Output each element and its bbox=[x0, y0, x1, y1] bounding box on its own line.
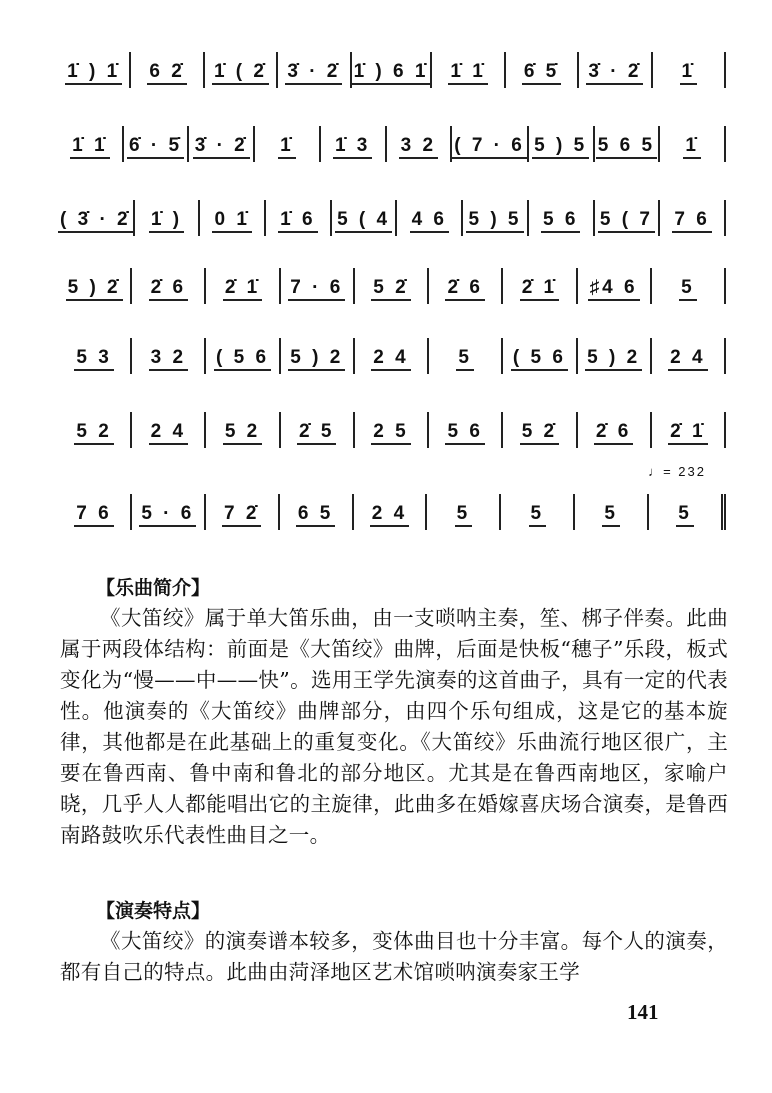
measure bbox=[578, 268, 652, 304]
measure bbox=[649, 494, 726, 530]
music-score bbox=[58, 52, 726, 568]
measure-notes: 1̇ 1̇ bbox=[448, 61, 487, 85]
measure bbox=[131, 52, 204, 88]
measure-notes: 5 2̇ bbox=[371, 277, 410, 301]
measure bbox=[352, 52, 433, 88]
measure-notes: 0 1̇ bbox=[212, 209, 251, 233]
performance-paragraph: 《大笛绞》的演奏谱本较多，变体曲目也十分丰富。每个人的演奏，都有自己的特点。此曲由菏泽地区艺术馆唢呐演奏家王学 bbox=[60, 929, 728, 984]
section-heading-performance: 【演奏特点】 bbox=[96, 900, 211, 922]
measure-notes: ( 3̇ · 2̇ bbox=[58, 209, 133, 233]
measure bbox=[205, 52, 278, 88]
measure-notes: 5 ) 2̇ bbox=[66, 277, 123, 301]
measure-notes: 7 2̇ bbox=[222, 503, 261, 527]
measure-notes: 1̇ ( 2̇ bbox=[212, 61, 269, 85]
measure-notes: 2 5 bbox=[371, 421, 410, 445]
measure bbox=[58, 494, 132, 530]
measure bbox=[278, 52, 351, 88]
measure bbox=[132, 494, 206, 530]
measure-notes: 2̇ 6 bbox=[445, 277, 484, 301]
measure-notes: 1̇ bbox=[680, 61, 698, 85]
measure bbox=[653, 52, 726, 88]
measure bbox=[280, 494, 354, 530]
measure bbox=[429, 338, 503, 374]
measure-notes: 2̇ 6 bbox=[149, 277, 188, 301]
measure bbox=[578, 338, 652, 374]
measure-notes: 5 6 bbox=[445, 421, 484, 445]
tempo-marking: ♩= 232 bbox=[648, 464, 706, 479]
measure bbox=[281, 268, 355, 304]
measure bbox=[660, 200, 726, 236]
measure-notes: 5 bbox=[676, 503, 694, 527]
measure-notes: 5 ) 2 bbox=[288, 347, 345, 371]
measure-notes: 7 6 bbox=[672, 209, 711, 233]
measure-notes: 4 6 bbox=[410, 209, 449, 233]
measure bbox=[575, 494, 649, 530]
measure bbox=[132, 412, 206, 448]
measure bbox=[503, 412, 577, 448]
measure-notes: 7 · 6 bbox=[288, 277, 345, 301]
measure bbox=[200, 200, 266, 236]
measure-notes: 2̇ 6 bbox=[594, 421, 633, 445]
measure bbox=[58, 52, 131, 88]
measure-notes: 1̇ 1̇ bbox=[70, 135, 109, 159]
measure-notes: 2 4 bbox=[371, 347, 410, 371]
measure-notes: 6̇ · 5̇ bbox=[127, 135, 184, 159]
measure-notes: 5 2 bbox=[223, 421, 262, 445]
measure bbox=[452, 126, 529, 162]
measure-notes: 5 bbox=[602, 503, 620, 527]
measure bbox=[660, 126, 726, 162]
score-line bbox=[58, 200, 726, 236]
measure-notes: 1̇ 6 bbox=[278, 209, 317, 233]
measure bbox=[266, 200, 332, 236]
measure-notes: 5 2̇ bbox=[520, 421, 559, 445]
measure bbox=[652, 268, 726, 304]
measure bbox=[429, 268, 503, 304]
section-heading-introduction: 【乐曲简介】 bbox=[96, 577, 211, 599]
measure-notes: 5 bbox=[455, 503, 473, 527]
measure-notes: 5 ( 4 bbox=[335, 209, 392, 233]
measure bbox=[427, 494, 501, 530]
measure bbox=[652, 338, 726, 374]
measure bbox=[206, 338, 280, 374]
measure bbox=[578, 412, 652, 448]
measure-notes: 5 6 5 bbox=[596, 135, 657, 159]
measure bbox=[354, 494, 428, 530]
measure bbox=[332, 200, 398, 236]
measure-notes: 5 6 bbox=[541, 209, 580, 233]
measure-notes: 5 bbox=[529, 503, 547, 527]
measure-notes: 2̇ 1̇ bbox=[520, 277, 559, 301]
measure bbox=[132, 338, 206, 374]
measure-notes: 6 5 bbox=[296, 503, 335, 527]
measure-notes: 2 4 bbox=[149, 421, 188, 445]
measure-notes: 7 6 bbox=[74, 503, 113, 527]
measure bbox=[529, 200, 595, 236]
measure bbox=[132, 268, 206, 304]
measure bbox=[432, 52, 505, 88]
measure bbox=[387, 126, 453, 162]
measure-notes: 3̇ · 2̇ bbox=[193, 135, 250, 159]
measure bbox=[595, 200, 661, 236]
measure bbox=[355, 268, 429, 304]
measure-notes: 6 2̇ bbox=[147, 61, 186, 85]
measure-notes: 5 ) 5 bbox=[532, 135, 589, 159]
measure-notes: 5 3 bbox=[74, 347, 113, 371]
introduction-paragraph: 《大笛绞》属于单大笛乐曲，由一支唢呐主奏，笙、梆子伴奏。此曲属于两段体结构：前面是《大笛绞》曲牌，后面是快板“穗子”乐段，板式变化为“慢——中——快”。选用王学先演奏的这首曲子，具有一定的代表性。他演奏的《大笛绞》曲牌部分，由四个乐句组成，这是它的基本旋律，其他都是在此基础上的重复变化。《大笛绞》乐曲流行地区很广，主要在鲁西南、鲁中南和鲁北的部分地区。尤其是在鲁西南地区，家喻户晓，几乎人人都能唱出它的主旋律，此曲多在婚嫁喜庆场合演奏，是鲁西南路鼓吹乐代表性曲目之一。 bbox=[60, 606, 728, 847]
measure bbox=[255, 126, 321, 162]
score-line bbox=[58, 52, 726, 88]
measure-notes: 2̇ 5 bbox=[297, 421, 336, 445]
measure bbox=[595, 126, 661, 162]
measure-notes: 6̇ 5̇ bbox=[522, 61, 561, 85]
measure-notes: 3 2 bbox=[149, 347, 188, 371]
measure-notes: 5 ) 5 bbox=[466, 209, 523, 233]
performance-text bbox=[60, 926, 728, 988]
measure-notes: 2 4 bbox=[370, 503, 409, 527]
measure bbox=[429, 412, 503, 448]
measure-notes: ( 5 6 bbox=[511, 347, 568, 371]
measure bbox=[58, 268, 132, 304]
measure bbox=[58, 200, 135, 236]
measure-notes: 5 2 bbox=[74, 421, 113, 445]
measure-notes: 3 2 bbox=[399, 135, 438, 159]
measure bbox=[206, 268, 280, 304]
measure bbox=[529, 126, 595, 162]
measure-notes: 2 4 bbox=[668, 347, 707, 371]
measure-notes: 1̇ 3 bbox=[333, 135, 372, 159]
measure bbox=[206, 412, 280, 448]
measure-notes: 5 ( 7 bbox=[598, 209, 655, 233]
page-number: 141 bbox=[627, 1000, 659, 1024]
measure bbox=[652, 412, 726, 448]
measure bbox=[58, 412, 132, 448]
measure bbox=[501, 494, 575, 530]
measure bbox=[135, 200, 201, 236]
measure bbox=[321, 126, 387, 162]
measure-notes: 1̇ ) 6 1̇ bbox=[352, 61, 431, 85]
measure bbox=[189, 126, 255, 162]
measure bbox=[124, 126, 190, 162]
measure bbox=[463, 200, 529, 236]
measure bbox=[58, 126, 124, 162]
measure-notes: ( 7 · 6 bbox=[452, 135, 527, 159]
measure-notes: 5 bbox=[679, 277, 697, 301]
score-line bbox=[58, 338, 726, 374]
measure-notes: 1̇ bbox=[278, 135, 296, 159]
measure bbox=[206, 494, 280, 530]
measure-notes: 3̇ · 2̇ bbox=[586, 61, 643, 85]
measure-notes: 5 · 6 bbox=[139, 503, 196, 527]
measure-notes: 1̇ bbox=[683, 135, 701, 159]
measure bbox=[355, 412, 429, 448]
measure bbox=[506, 52, 579, 88]
measure bbox=[397, 200, 463, 236]
measure bbox=[503, 338, 577, 374]
introduction-text bbox=[60, 603, 728, 851]
measure-notes: 3̇ · 2̇ bbox=[285, 61, 342, 85]
measure bbox=[281, 412, 355, 448]
measure bbox=[355, 338, 429, 374]
measure-notes: 1̇ ) 1̇ bbox=[65, 61, 122, 85]
measure bbox=[281, 338, 355, 374]
measure-notes: ♯4 6 bbox=[588, 277, 640, 301]
measure-notes: 2̇ 1̇ bbox=[668, 421, 707, 445]
score-line bbox=[58, 412, 726, 448]
measure-notes: 5 bbox=[456, 347, 474, 371]
measure bbox=[503, 268, 577, 304]
measure-notes: ( 5 6 bbox=[214, 347, 271, 371]
score-line bbox=[58, 126, 726, 162]
measure bbox=[58, 338, 132, 374]
score-line bbox=[58, 464, 726, 530]
measure bbox=[579, 52, 652, 88]
score-line bbox=[58, 268, 726, 304]
measure-notes: 1̇ ) bbox=[149, 209, 184, 233]
measure-notes: 2̇ 1̇ bbox=[223, 277, 262, 301]
measure-notes: 5 ) 2 bbox=[585, 347, 642, 371]
